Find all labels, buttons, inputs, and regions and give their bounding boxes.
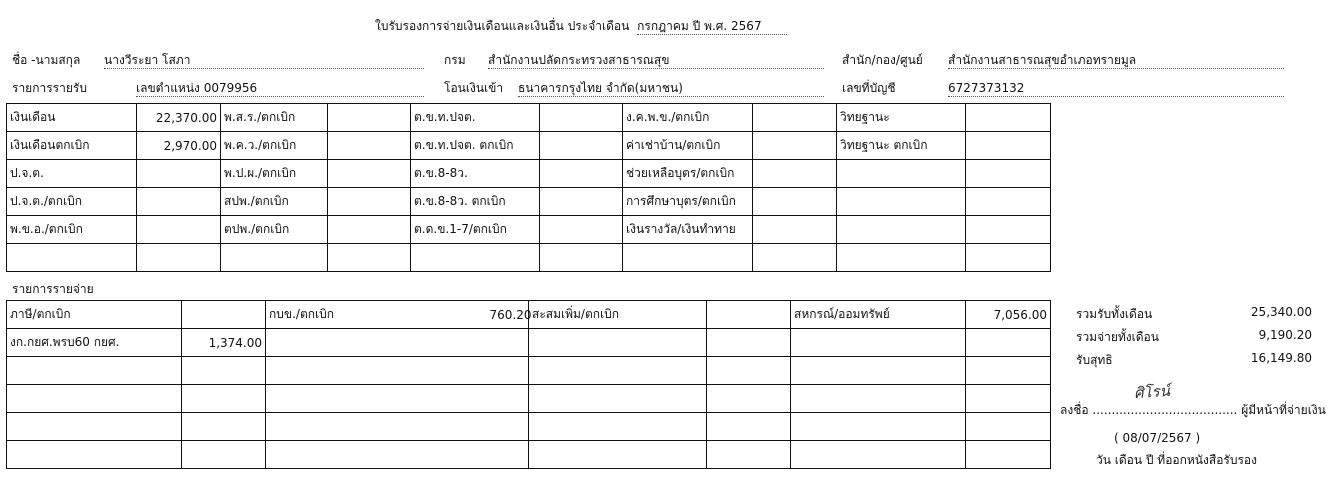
amount-cell (966, 188, 1051, 216)
label-cell (7, 385, 182, 413)
expense-row: ภาษี/ตกเบิก กบข./ตกเบิก 760.20 สะสมเพิ่ม/ตกเบิก สหกรณ์/ออมทรัพย์ 7,056.00 (7, 301, 1051, 329)
label-cell (266, 329, 529, 357)
amount-cell (137, 188, 221, 216)
amount-cell (707, 301, 791, 329)
label-cell (791, 329, 966, 357)
account-label: เลขที่บัญชี (842, 81, 896, 95)
label-cell (7, 441, 182, 469)
dept-label: กรม (444, 53, 466, 67)
label-cell: ช่วยเหลือบุตร/ตกเบิก (623, 160, 753, 188)
document-title (375, 18, 787, 35)
amount-cell (182, 441, 266, 469)
total-expense-label: รวมจ่ายทั้งเดือน (1076, 330, 1159, 344)
label-cell (529, 385, 707, 413)
label-cell (791, 441, 966, 469)
amount-cell (707, 329, 791, 357)
label-cell: ค่าเช่าบ้าน/ตกเบิก (623, 132, 753, 160)
label-cell: พ.ส.ร./ตกเบิก (221, 104, 328, 132)
expense-row (7, 329, 1051, 357)
label-cell (529, 441, 707, 469)
label-cell: ตปพ./ตกเบิก (221, 216, 328, 244)
net-value: 16,149.80 (1250, 351, 1312, 365)
amount-cell (707, 441, 791, 469)
label-cell: พ.ป.ผ./ตกเบิก (221, 160, 328, 188)
transfer-label: โอนเงินเข้า (444, 81, 504, 95)
label-cell (411, 244, 540, 272)
label-cell: ป.จ.ต. (7, 160, 137, 188)
amount-cell (540, 244, 623, 272)
label-cell (7, 413, 182, 441)
amount-cell (137, 216, 221, 244)
label-cell: พ.ข.อ./ตกเบิก (7, 216, 137, 244)
label-cell: พ.ค.ว./ตกเบิก (221, 132, 328, 160)
label-cell (791, 385, 966, 413)
amount-cell (753, 188, 837, 216)
amount-cell (182, 413, 266, 441)
label-cell (529, 413, 707, 441)
amount-cell (540, 104, 623, 132)
amount-cell (137, 244, 221, 272)
label-cell: ต.ข.ท.ปจต. ตกเบิก (411, 132, 540, 160)
signature-mark: ศิโรน์ (1133, 381, 1171, 403)
amount-cell (966, 216, 1051, 244)
label-cell: ต.ด.ข.1-7/ตกเบิก (411, 216, 540, 244)
issue-date-caption: วัน เดือน ปี ที่ออกหนังสือรับรอง (1096, 453, 1257, 467)
bank-name: ธนาคารกรุงไทย จำกัด(มหาชน) (518, 80, 824, 97)
income-row (7, 244, 1051, 272)
label-cell: ง.ค.พ.ข./ตกเบิก (623, 104, 753, 132)
label-cell (221, 244, 328, 272)
income-row (7, 104, 1051, 132)
office-label: สำนัก/กอง/ศูนย์ (842, 53, 923, 67)
label-cell (791, 413, 966, 441)
label-cell (266, 357, 529, 385)
expense-label: รายการรายจ่าย (12, 282, 94, 296)
label-cell (7, 357, 182, 385)
name-value: นางวีระยา โสภา (104, 52, 424, 69)
amount-cell (753, 216, 837, 244)
label-cell: ภาษี/ตกเบิก (7, 301, 182, 329)
label-cell: วิทยฐานะ (837, 104, 966, 132)
amount-cell (753, 104, 837, 132)
amount-cell (966, 441, 1051, 469)
label-cell (837, 216, 966, 244)
label-cell: สหกรณ์/ออมทรัพย์ (791, 301, 966, 329)
label-cell (266, 441, 529, 469)
amount-cell (540, 160, 623, 188)
label-cell (266, 385, 529, 413)
office-value: สำนักงานสาธารณสุขอำเภอทรายมูล (948, 52, 1284, 69)
amount-cell (328, 188, 411, 216)
amount-cell (328, 104, 411, 132)
amount-cell (540, 132, 623, 160)
amount-cell (966, 357, 1051, 385)
amount-cell (966, 413, 1051, 441)
amount-cell (966, 132, 1051, 160)
amount-cell (182, 357, 266, 385)
signer-role: ผู้มีหน้าที่จ่ายเงิน (1241, 403, 1326, 417)
account-number: 6727373132 (948, 80, 1284, 97)
amount-cell (753, 160, 837, 188)
label-cell (837, 188, 966, 216)
amount-cell: 7,056.00 (966, 301, 1051, 329)
amount-cell (540, 216, 623, 244)
label-cell: ต.ข.8-8ว. (411, 160, 540, 188)
total-expense-value: 9,190.20 (1258, 328, 1312, 342)
net-label: รับสุทธิ (1076, 353, 1113, 367)
amount-cell (328, 132, 411, 160)
amount-cell (966, 104, 1051, 132)
label-cell (7, 244, 137, 272)
label-cell (623, 244, 753, 272)
label-cell: กบข./ตกเบิก (266, 301, 529, 329)
income-label: รายการรายรับ (12, 81, 87, 95)
issue-date: ( 08/07/2567 ) (1114, 431, 1201, 445)
amount-cell (328, 244, 411, 272)
amount-cell (753, 132, 837, 160)
amount-cell (966, 160, 1051, 188)
total-income-label: รวมรับทั้งเดือน (1076, 307, 1153, 321)
income-table (6, 103, 1051, 272)
signature-line (1060, 402, 1326, 418)
label-cell: เงินรางวัล/เงินทำทาย (623, 216, 753, 244)
amount-cell (707, 413, 791, 441)
amount-cell (328, 160, 411, 188)
amount-cell (966, 385, 1051, 413)
label-cell: งก.กยศ.พรบ60 กยศ. (7, 329, 182, 357)
label-cell: วิทยฐานะ ตกเบิก (837, 132, 966, 160)
label-cell: เงินเดือนตกเบิก (7, 132, 137, 160)
amount-cell (966, 244, 1051, 272)
label-cell: การศึกษาบุตร/ตกเบิก (623, 188, 753, 216)
income-row (7, 188, 1051, 216)
amount-cell: 22,370.00 (137, 104, 221, 132)
amount-cell (966, 329, 1051, 357)
dept-value: สำนักงานปลัดกระทรวงสาธารณสุข (488, 52, 824, 69)
position-number: เลขตำแหน่ง 0079956 (136, 80, 424, 97)
label-cell (529, 357, 707, 385)
label-cell: เงินเดือน (7, 104, 137, 132)
label-cell (266, 413, 529, 441)
amount-cell (707, 357, 791, 385)
label-cell: ต.ข.ท.ปจต. (411, 104, 540, 132)
title-prefix: ใบรับรองการจ่ายเงินเดือนและเงินอื่น ประจำเดือน (375, 19, 630, 33)
month-year: กรกฎาคม ปี พ.ศ. 2567 (637, 18, 787, 35)
amount-cell: 1,374.00 (182, 329, 266, 357)
signature-dots: ...................................... (1092, 403, 1238, 417)
label-cell: สปพ./ตกเบิก (221, 188, 328, 216)
label-cell (837, 160, 966, 188)
amount-cell (707, 385, 791, 413)
amount-cell (328, 216, 411, 244)
name-label: ชื่อ -นามสกุล (12, 53, 81, 67)
amount-cell: 2,970.00 (137, 132, 221, 160)
label-cell (837, 244, 966, 272)
sign-label: ลงชื่อ (1060, 403, 1089, 417)
expense-row (7, 413, 1051, 441)
expense-row (7, 385, 1051, 413)
expense-row (7, 441, 1051, 469)
amount-cell (137, 160, 221, 188)
income-row (7, 216, 1051, 244)
label-cell (529, 329, 707, 357)
expense-table (6, 300, 1051, 469)
label-cell: ป.จ.ต./ตกเบิก (7, 188, 137, 216)
income-row (7, 132, 1051, 160)
total-income-value: 25,340.00 (1250, 305, 1312, 319)
amount-cell (540, 188, 623, 216)
amount-cell (182, 301, 266, 329)
expense-row (7, 357, 1051, 385)
amount-cell (182, 385, 266, 413)
label-cell: สะสมเพิ่ม/ตกเบิก (529, 301, 707, 329)
income-row (7, 160, 1051, 188)
label-cell: ต.ข.8-8ว. ตกเบิก (411, 188, 540, 216)
label-cell (791, 357, 966, 385)
amount-cell (753, 244, 837, 272)
